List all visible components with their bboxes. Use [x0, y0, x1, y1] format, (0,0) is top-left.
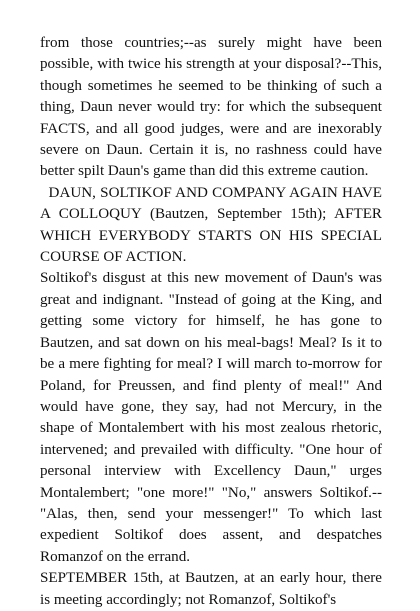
body-paragraph-3: SEPTEMBER 15th, at Bautzen, at an early hour, there is meeting accordingly; not Romanzof, Soltikof's — [40, 570, 382, 608]
document-page — [40, 33, 382, 611]
section-heading: DAUN, SOLTIKOF AND COMPANY AGAIN HAVE A COLLOQUY (Bautzen, September 15th); AFTER WHICH EVERYBODY STARTS ON HIS SPECIAL COURSE OF ACTION. — [40, 184, 382, 266]
body-paragraph-1: from those countries;--as surely might have been possible, with twice his strength at your disposal?--This, though sometimes he seemed to be thinking of such a thing, Daun never would try: for which the subsequent FACTS, and all good judges, were and are inexorably severe on Daun. Certain it is, no rashness could have better spilt Daun's game than did this extreme caution. — [40, 35, 382, 180]
body-paragraph-2: Soltikof's disgust at this new movement of Daun's was great and indignant. "Instead of going at the King, and getting some victory for himself, he has gone to Bautzen, and sat down on his meal-bags! Meal? Is it to be a mere fighting for meal? I will march to-morrow for Poland, for Preussen, and find plenty of meal!" And would have gone, they say, had not Mercury, in the shape of Montalembert with his most zealous rhetoric, intervened; and prevailed with difficulty. "One hour of personal interview with Excellency Daun," urges Montalembert; "one more!" "No," answers Soltikof.--"Alas, then, send your messenger!" To which last expedient Soltikof does assent, and despatches Romanzof on the errand. — [40, 270, 382, 565]
